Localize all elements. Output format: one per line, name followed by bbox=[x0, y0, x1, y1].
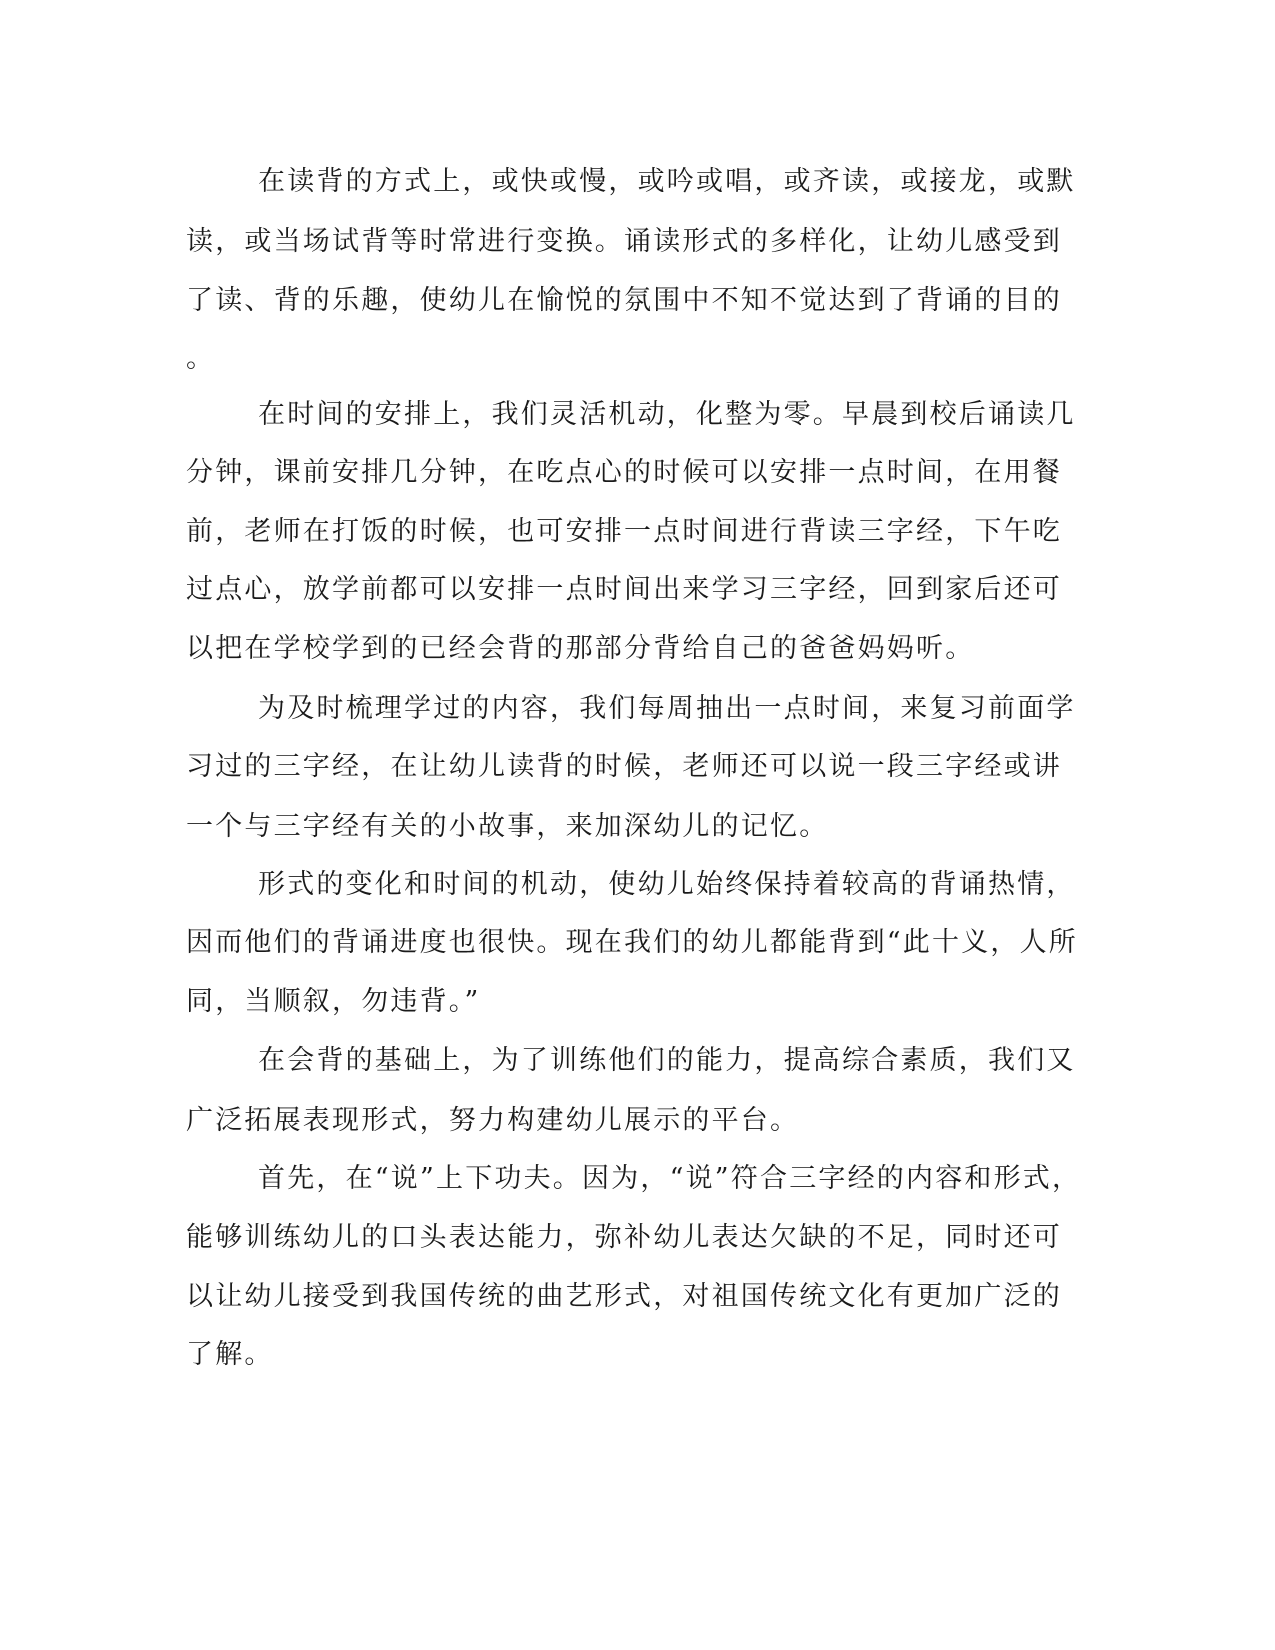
text-line: 习过的三字经，在让幼儿读背的时候，老师还可以说一段三字经或讲 bbox=[186, 751, 1062, 782]
text-line: 首先，在“说”上下功夫。因为，“说”符合三字经的内容和形式， bbox=[258, 1163, 1082, 1194]
text-line: 了解。 bbox=[186, 1339, 274, 1370]
text-line: 以让幼儿接受到我国传统的曲艺形式，对祖国传统文化有更加广泛的 bbox=[186, 1281, 1062, 1312]
text-line: 广泛拓展表现形式，努力构建幼儿展示的平台。 bbox=[186, 1105, 800, 1136]
text-line: 了读、背的乐趣，使幼儿在愉悦的氛围中不知不觉达到了背诵的目的 bbox=[186, 285, 1062, 316]
text-line: 过点心，放学前都可以安排一点时间出来学习三字经，回到家后还可 bbox=[186, 574, 1062, 605]
text-line: 以把在学校学到的已经会背的那部分背给自己的爸爸妈妈听。 bbox=[186, 633, 975, 664]
text-line: 因而他们的背诵进度也很快。现在我们的幼儿都能背到“此十义，人所 bbox=[186, 927, 1079, 958]
text-line: 能够训练幼儿的口头表达能力，弥补幼儿表达欠缺的不足，同时还可 bbox=[186, 1222, 1062, 1253]
text-line: 。 bbox=[186, 343, 216, 374]
text-line: 在会背的基础上，为了训练他们的能力，提高综合素质，我们又 bbox=[258, 1045, 1076, 1076]
text-line: 读，或当场试背等时常进行变换。诵读形式的多样化，让幼儿感受到 bbox=[186, 226, 1062, 257]
text-line: 同，当顺叙，勿违背。” bbox=[186, 986, 481, 1017]
text-line: 为及时梳理学过的内容，我们每周抽出一点时间，来复习前面学 bbox=[258, 693, 1076, 724]
text-line: 前，老师在打饭的时候，也可安排一点时间进行背读三字经，下午吃 bbox=[186, 516, 1062, 547]
text-line: 分钟，课前安排几分钟，在吃点心的时候可以安排一点时间，在用餐 bbox=[186, 457, 1062, 488]
text-line: 在时间的安排上，我们灵活机动，化整为零。早晨到校后诵读几 bbox=[258, 399, 1076, 430]
text-line: 在读背的方式上，或快或慢，或吟或唱，或齐读，或接龙，或默 bbox=[258, 166, 1076, 197]
text-line: 一个与三字经有关的小故事，来加深幼儿的记忆。 bbox=[186, 811, 829, 842]
text-line: 形式的变化和时间的机动，使幼儿始终保持着较高的背诵热情， bbox=[258, 869, 1076, 900]
